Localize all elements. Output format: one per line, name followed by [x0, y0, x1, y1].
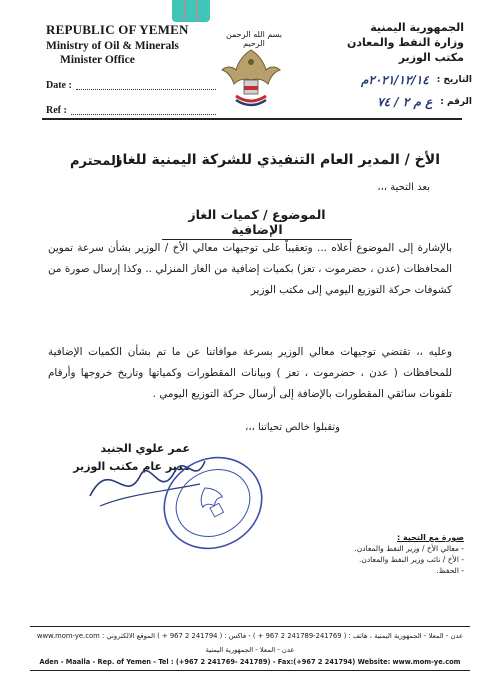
paragraph-2: وعليه ،، تقتضي توجيهات معالي الوزير بسرعة موافاتنا عن ما تم بشأن الكميات الإضافية للمحافظات ( عدن ، حضرموت ، تعز ) وبيانات المقطورات وكمياتها وتاريخ خروجها وأرقام تلفونات سائقي المقطورات بالإضافة إلى أرسال حركة التوزيع اليومي .: [48, 346, 452, 400]
footer-address-ar: عدن - المعلا - الجمهورية اليمنية: [205, 646, 295, 654]
footer-divider-bottom: [30, 670, 470, 671]
yemen-emblem-icon: [214, 40, 288, 114]
english-letterhead: [46, 22, 216, 116]
date-field-ar: [312, 73, 472, 87]
footer-contact-en: Aden - Maalla - Rep. of Yemen - Tel : (+967 2 241769- 241789) - Fax:(+967 2 241794) Website: www.mom-ye.com: [39, 658, 461, 666]
ref-field-ar: [312, 95, 472, 109]
addressee: الأخ / المدير العام التنفيذي للشركة اليمنية للغاز: [114, 152, 440, 168]
signatory-name: عمر علوي الجنيد: [100, 442, 190, 455]
office-ar: مكتب الوزير: [398, 51, 464, 64]
date-dots: [76, 81, 216, 90]
office-en: Minister Office: [60, 54, 135, 66]
respected-salutation: المحترم: [70, 154, 121, 169]
closing-line: وتقبلوا خالص تحياتنا ،،،: [245, 422, 340, 433]
date-field-en: [46, 80, 216, 91]
paragraph-1: بالإشارة إلى الموضوع أعلاه ... وتعقيباً على توجيهات معالي الأخ / الوزير بشأن سرعة تموين المحافظات (عدن ، حضرموت ، تعز) بكميات إضافية من الغاز المنزلي .. وكذا إرسال صورة من كشوفات حركة التوزيع اليومي إلى مكتب الوزير: [48, 242, 452, 296]
subject-line: الموضوع / كميات الغاز الإضافية: [162, 207, 352, 240]
ref-label-ar: الرقم :: [440, 97, 472, 107]
header-divider: [42, 118, 462, 120]
greeting: بعد التحية ،،،: [377, 182, 430, 193]
footer-divider-top: [30, 626, 470, 627]
arabic-letterhead: [312, 20, 472, 109]
ref-field-en: [46, 105, 216, 116]
ref-dots: [71, 106, 216, 115]
ministry-ar: وزارة النفط والمعادن: [347, 36, 464, 49]
copies-title: صورة مع التحية :: [397, 533, 464, 542]
copy-item: - الأخ / نائب وزير النفط والمعادن.: [358, 555, 464, 564]
binder-clip: [172, 0, 210, 22]
country-ar: الجمهورية اليمنية: [370, 21, 464, 34]
copy-item: - معالي الأخ / وزير النفط والمعادن.: [354, 544, 464, 553]
date-value-ar: ٢٠٢١/١٢/١٤م: [360, 73, 429, 87]
copies-list: [314, 532, 464, 576]
date-label-en: Date :: [46, 80, 72, 91]
copy-item: - الحفظ.: [436, 566, 464, 575]
basmala: بسم الله الرحمن الرحيم: [225, 30, 283, 48]
ref-value-ar: ع م ٢ / ٧٤: [377, 95, 433, 109]
ref-label-en: Ref :: [46, 105, 67, 116]
country-en: REPUBLIC OF YEMEN: [46, 22, 189, 37]
date-label-ar: التاريخ :: [436, 75, 472, 85]
official-stamp-icon: [158, 448, 268, 558]
ministry-en: Ministry of Oil & Minerals: [46, 40, 179, 52]
signatory-title: مدير عام مكتب الوزير: [73, 460, 190, 473]
footer-contact-ar: www.mom-ye.com : عدن - المعلا - الجمهورية اليمنية ، هاتف : ( 241769-241789 2 967 + ) - فاكس : ( 241794 2 967 + ) الموقع الالكتروني: [36, 632, 464, 640]
